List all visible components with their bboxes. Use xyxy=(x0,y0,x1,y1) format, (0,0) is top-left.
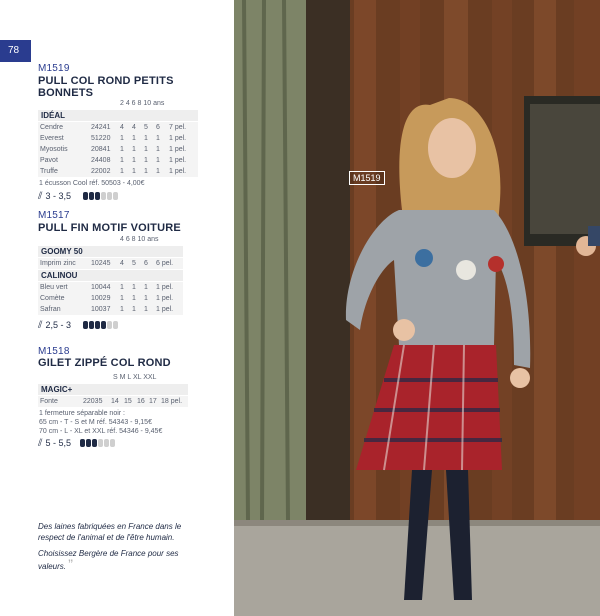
product-ref: M1518 xyxy=(38,346,70,357)
difficulty-ball-icon xyxy=(113,192,118,200)
difficulty-ball-icon xyxy=(95,321,100,329)
difficulty-ball-icon xyxy=(101,192,106,200)
difficulty-ball-icon xyxy=(98,439,103,447)
difficulty-ball-icon xyxy=(83,321,88,329)
model-photo xyxy=(234,0,600,616)
difficulty-rating xyxy=(83,321,118,329)
sizes-header: S M L XL XXL xyxy=(113,374,157,381)
accessory-note: 70 cm - L - XL et XXL réf. 54346 - 9,45€ xyxy=(39,428,163,435)
table-row: Fonte 22035 14 15 16 17 18 pel. xyxy=(38,396,188,407)
sizes-header: 2 4 6 8 10 ans xyxy=(120,100,165,107)
table-row: Pavot 24408 1 1 1 1 1 pel. xyxy=(38,155,198,166)
product-title: GILET ZIPPÉ COL ROND xyxy=(38,357,171,369)
quote-mark-icon: ” xyxy=(68,556,73,572)
knitting-needle-icon: ⫽ xyxy=(38,191,43,202)
yarn-name: IDÉAL xyxy=(38,110,198,121)
difficulty-ball-icon xyxy=(107,192,112,200)
difficulty-ball-icon xyxy=(95,192,100,200)
pattern-list xyxy=(0,0,234,616)
accessory-note: 1 écusson Cool réf. 50503 - 4,00€ xyxy=(39,180,145,187)
brand-quote: Des laines fabriquées en France dans le respect de l'animal et de l'être humain. Choisissez Bergère de France pour ses valeurs. ” xyxy=(38,522,182,572)
accessory-note: 1 fermeture séparable noir : xyxy=(39,410,125,417)
table-row: Cendre 24241 4 4 5 6 7 pel. xyxy=(38,122,198,133)
needle-size: ⫽ 5 - 5,5 xyxy=(38,438,71,449)
difficulty-rating xyxy=(80,439,115,447)
table-row: Imprim zinc 10245 4 5 6 6 pel. xyxy=(38,258,183,269)
yarn-name: MAGIC+ xyxy=(38,384,188,395)
difficulty-ball-icon xyxy=(86,439,91,447)
difficulty-rating xyxy=(83,192,118,200)
product-ref: M1519 xyxy=(38,63,70,74)
accessory-note: 65 cm - T - S et M réf. 54343 - 9,15€ xyxy=(39,419,152,426)
table-row: Myosotis 20841 1 1 1 1 1 pel. xyxy=(38,144,198,155)
difficulty-ball-icon xyxy=(104,439,109,447)
needle-size: ⫽ 2,5 - 3 xyxy=(38,320,71,331)
needle-size: ⫽ 3 - 3,5 xyxy=(38,191,71,202)
difficulty-ball-icon xyxy=(89,192,94,200)
sizes-header: 4 6 8 10 ans xyxy=(120,236,159,243)
photo-illustration xyxy=(234,0,600,616)
product-title: PULL FIN MOTIF VOITURE xyxy=(38,222,181,234)
yarn-name: CALINOU xyxy=(38,270,183,281)
yarn-name: GOOMY 50 xyxy=(38,246,183,257)
difficulty-ball-icon xyxy=(80,439,85,447)
table-row: Safran 10037 1 1 1 1 pel. xyxy=(38,304,183,315)
table-row: Bleu vert 10044 1 1 1 1 pel. xyxy=(38,282,183,293)
table-row: Truffe 22002 1 1 1 1 1 pel. xyxy=(38,166,198,177)
difficulty-ball-icon xyxy=(89,321,94,329)
table-row: Everest 51220 1 1 1 1 1 pel. xyxy=(38,133,198,144)
difficulty-ball-icon xyxy=(110,439,115,447)
product-title: PULL COL ROND PETITS BONNETS xyxy=(38,75,174,99)
difficulty-ball-icon xyxy=(101,321,106,329)
product-ref: M1517 xyxy=(38,210,70,221)
photo-ref-tag: M1519 xyxy=(349,171,385,185)
difficulty-ball-icon xyxy=(113,321,118,329)
knitting-needle-icon: ⫽ xyxy=(38,438,43,449)
difficulty-ball-icon xyxy=(83,192,88,200)
knitting-needle-icon: ⫽ xyxy=(38,320,43,331)
page-number: 78 xyxy=(0,40,31,62)
difficulty-ball-icon xyxy=(107,321,112,329)
difficulty-ball-icon xyxy=(92,439,97,447)
table-row: Comète 10029 1 1 1 1 pel. xyxy=(38,293,183,304)
